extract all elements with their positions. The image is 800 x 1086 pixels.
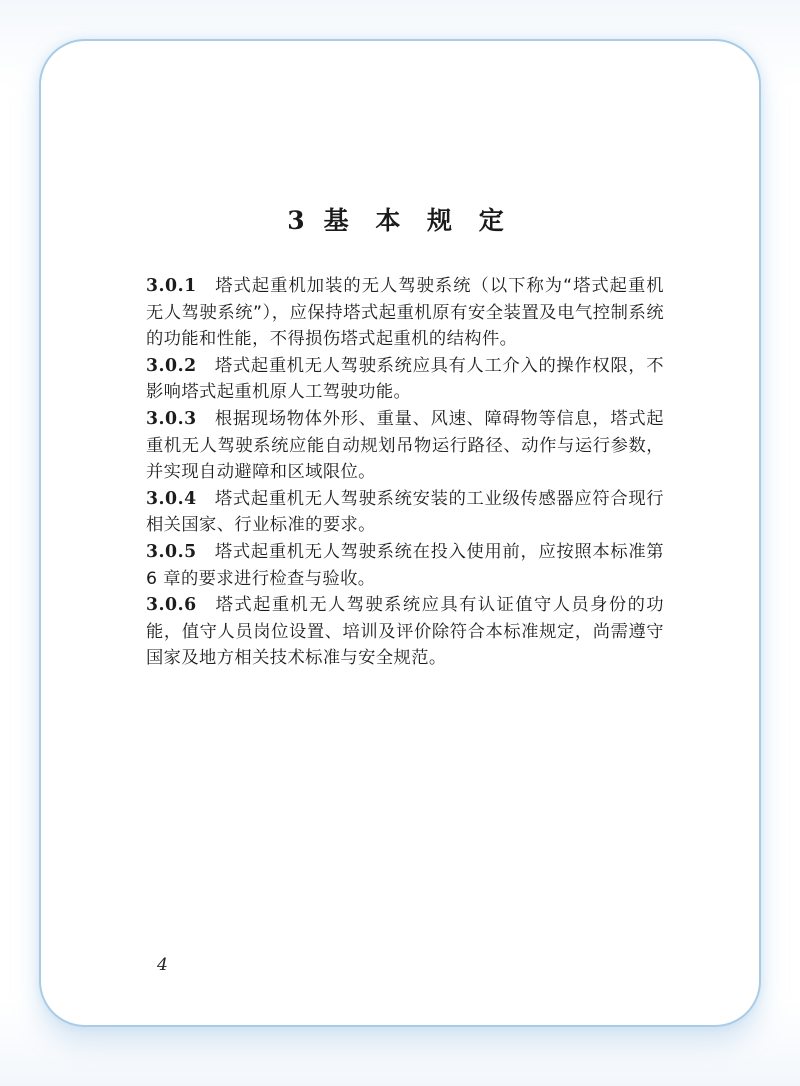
clause-number: 3.0.2 xyxy=(146,355,197,376)
section-number: 3 xyxy=(287,206,314,235)
clause-text: 塔式起重机无人驾驶系统应具有认证值守人员身份的功能，值守人员岗位设置、培训及评价除符合本标准规定，尚需遵守国家及地方相关技术标准与安全规范。 xyxy=(146,595,664,669)
page-number: 4 xyxy=(157,955,168,975)
clause-3-0-1 xyxy=(146,273,664,353)
section-title: 基 本 规 定 xyxy=(323,206,513,235)
clause-number: 3.0.4 xyxy=(146,488,197,509)
clause-3-0-2 xyxy=(146,353,664,406)
clause-text: 塔式起重机无人驾驶系统安装的工业级传感器应符合现行相关国家、行业标准的要求。 xyxy=(146,488,664,536)
clause-3-0-6 xyxy=(146,592,664,672)
clause-text: 塔式起重机无人驾驶系统在投入使用前，应按照本标准第 6 章的要求进行检查与验收。 xyxy=(146,541,664,589)
clause-3-0-3 xyxy=(146,406,664,486)
clause-3-0-4 xyxy=(146,486,664,539)
clause-number: 3.0.3 xyxy=(146,408,197,429)
clause-text: 塔式起重机加装的无人驾驶系统（以下称为“塔式起重机无人驾驶系统”），应保持塔式起重机原有安全装置及电气控制系统的功能和性能，不得损伤塔式起重机的结构件。 xyxy=(146,276,664,350)
clause-text: 根据现场物体外形、重量、风速、障碍物等信息，塔式起重机无人驾驶系统应能自动规划吊物运行路径、动作与运行参数，并实现自动避障和区域限位。 xyxy=(146,408,664,483)
clause-number: 3.0.5 xyxy=(146,541,197,562)
clause-list xyxy=(146,273,664,672)
section-heading xyxy=(0,203,800,239)
clause-number: 3.0.1 xyxy=(146,276,197,296)
clause-number: 3.0.6 xyxy=(146,595,197,616)
clause-text: 塔式起重机无人驾驶系统应具有人工介入的操作权限，不影响塔式起重机原人工驾驶功能。 xyxy=(146,355,664,403)
clause-3-0-5 xyxy=(146,539,664,592)
